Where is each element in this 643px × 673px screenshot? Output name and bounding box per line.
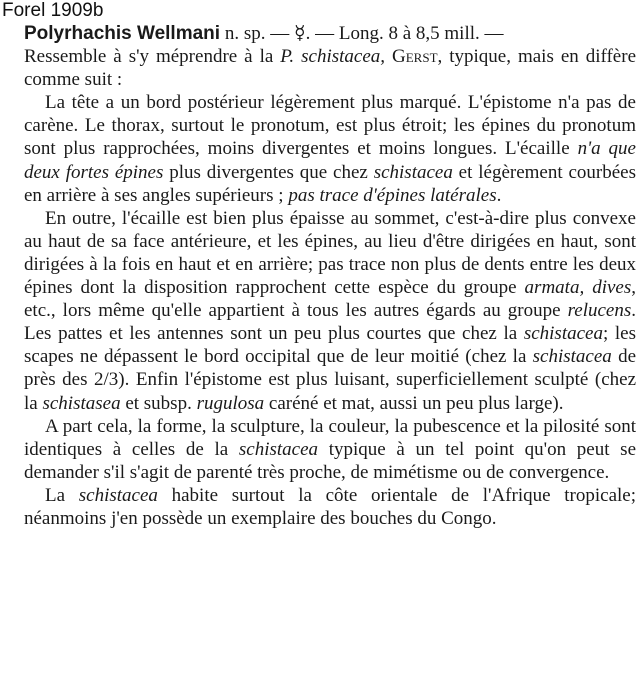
citation-label: Forel 1909b	[2, 0, 104, 21]
species-heading-paragraph	[24, 22, 636, 45]
text-run: habite surtout la côte orientale de l'Afrique tropicale; néanmoins j'en possède un exemplaire des bouches du Congo.	[24, 484, 636, 529]
text-run: , typique, mais en diffère comme suit :	[24, 46, 636, 91]
text-run: typique à un tel point qu'on peut se demander s'il s'agit de parenté très proche, de mimétisme ou de convergence.	[24, 438, 637, 483]
italic-taxon: schistacea	[523, 323, 603, 345]
text-run: ; les scapes ne dépassent le bord occipital que de leur moitié (chez la	[24, 323, 636, 368]
italic-taxon: relucens	[567, 300, 632, 322]
paragraph-distribution	[24, 484, 636, 530]
text-run: et subsp.	[120, 392, 197, 414]
document-body	[24, 22, 636, 530]
text-run: , etc., lors même qu'elle appartient à tous les autres égards au groupe	[24, 277, 636, 322]
text-run: caréné et mat, aussi un peu plus large).	[264, 392, 564, 414]
italic-phrase: n'a que deux fortes épines	[24, 138, 636, 183]
text-run: Ressemble à s'y méprendre à la	[24, 46, 281, 68]
italic-taxon: schistacea	[373, 161, 453, 183]
text-run: . Les pattes et les antennes sont un peu plus courtes que chez la	[24, 300, 636, 345]
text-run: A part cela, la forme, la sculpture, la couleur, la pubescence et la pilosité sont identiques à celles de la	[24, 415, 636, 460]
paragraph-scale-details	[24, 207, 636, 415]
paragraph-similarity	[24, 415, 636, 484]
paragraph-head-thorax	[24, 91, 636, 206]
species-heading-rest: n. sp. — ☿. — Long. 8 à 8,5 mill. —	[220, 23, 504, 44]
text-run: La tête a un bord postérieur légèrement plus marqué. L'épistome n'a pas de carène. Le thorax, surtout le pronotum, est plus étroit; les épines du pronotum sont plus rapprochées, moins divergentes et moins longues. L'écaille	[24, 92, 636, 160]
italic-taxon: schistacea	[238, 438, 319, 460]
text-run	[385, 46, 392, 67]
italic-taxon: schistasea	[42, 392, 121, 414]
text-run: et légèrement courbées en arrière à ses angles supérieurs ;	[24, 161, 636, 206]
text-run: En outre, l'écaille est bien plus épaisse au sommet, c'est-à-dire plus convexe au haut de sa face antérieure, et les épines, au lieu d'être dirigées en haut, sont dirigées à la fois en haut et en arrière; pas trace non plus de dents entre les deux épines dont la disposition rapprochent cette espèce du groupe	[24, 207, 636, 299]
italic-taxon: P. schistacea,	[280, 46, 386, 68]
italic-taxon: armata, dives	[524, 277, 632, 299]
text-run: .	[496, 184, 502, 206]
italic-taxon: schistacea	[78, 484, 158, 506]
italic-taxon: rugulosa	[196, 392, 265, 414]
text-run: La	[45, 484, 79, 506]
italic-phrase: pas trace d'épines latérales	[288, 184, 497, 206]
paragraph-intro	[24, 45, 636, 91]
text-run: de près des 2/3). Enfin l'épistome est plus luisant, superficiellement sculpté (chez la	[24, 346, 636, 414]
italic-taxon: schistacea	[532, 346, 612, 368]
species-name: Polyrhachis Wellmani	[24, 23, 221, 44]
author-name: Gerst	[392, 46, 438, 68]
text-run: plus divergentes que chez	[163, 161, 374, 183]
